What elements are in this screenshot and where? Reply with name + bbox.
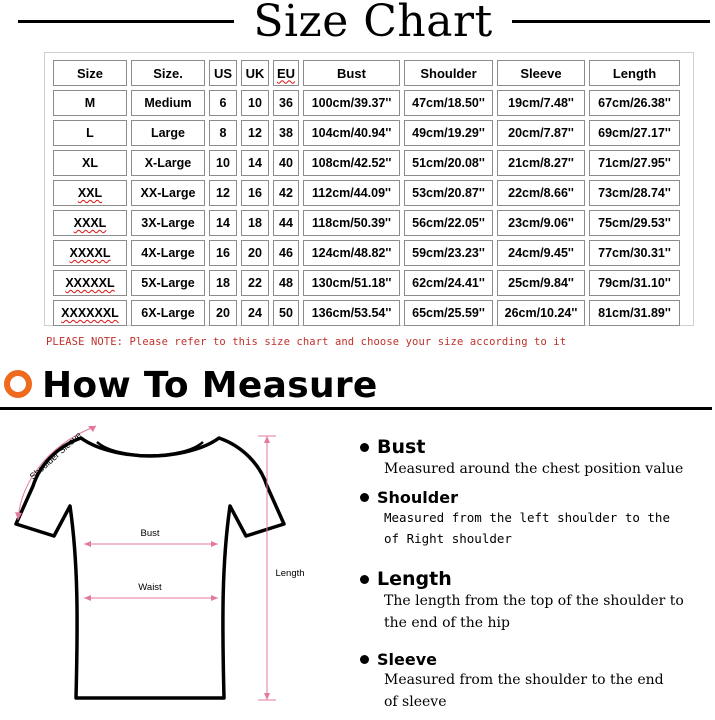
how-to-measure-header (0, 362, 715, 418)
table-row (53, 210, 680, 236)
cell-uk: 18 (241, 210, 269, 236)
shoulder-text-line: of Right shoulder (384, 531, 512, 546)
cell-size-name: Large (131, 120, 205, 146)
header-sleeve: Sleeve (497, 60, 585, 86)
table-row (53, 150, 680, 176)
orange-ring-icon (4, 370, 32, 398)
cell-size-name: X-Large (131, 150, 205, 176)
cell-bust: 124cm/48.82'' (303, 240, 400, 266)
cell-size-name: 6X-Large (131, 300, 205, 326)
header-length: Length (589, 60, 680, 86)
length-description (360, 568, 684, 634)
cell-eu: 36 (273, 90, 299, 116)
cell-us: 14 (209, 210, 237, 236)
shoulder-text-line: Measured from the left shoulder to the (384, 510, 670, 525)
cell-size: XXXL (53, 210, 127, 236)
cell-length: 81cm/31.89'' (589, 300, 680, 326)
bust-title: Bust (377, 436, 426, 458)
cell-shoulder: 51cm/20.08'' (404, 150, 493, 176)
section-rule (0, 407, 712, 410)
arrowhead (264, 693, 270, 700)
cell-size-name: XX-Large (131, 180, 205, 206)
cell-size: XXL (53, 180, 127, 206)
bullet-icon (360, 655, 369, 664)
cell-uk: 22 (241, 270, 269, 296)
cell-shoulder: 56cm/22.05'' (404, 210, 493, 236)
cell-sleeve: 26cm/10.24'' (497, 300, 585, 326)
title-rule-right (512, 20, 710, 23)
size-chart-title: Size Chart (253, 0, 493, 47)
bust-description (360, 436, 683, 480)
cell-us: 16 (209, 240, 237, 266)
sleeve-description (360, 650, 664, 713)
cell-size: XXXXXL (53, 270, 127, 296)
cell-sleeve: 25cm/9.84'' (497, 270, 585, 296)
cell-size: XL (53, 150, 127, 176)
cell-size: XXXXXXL (53, 300, 127, 326)
cell-uk: 14 (241, 150, 269, 176)
cell-uk: 20 (241, 240, 269, 266)
cell-size-name: 3X-Large (131, 210, 205, 236)
bust-text-line: Measured around the chest position value (384, 461, 684, 477)
cell-size-name: Medium (131, 90, 205, 116)
header-eu: EU (273, 60, 299, 86)
cell-length: 77cm/30.31'' (589, 240, 680, 266)
shoulder-sleeve-label: Shoulder Sleeve (27, 429, 84, 482)
size-note: PLEASE NOTE: Please refer to this size chart and choose your size according to it (46, 336, 567, 348)
cell-sleeve: 24cm/9.45'' (497, 240, 585, 266)
cell-sleeve: 23cm/9.06'' (497, 210, 585, 236)
size-table (49, 56, 684, 330)
length-label: Length (275, 568, 305, 579)
table-row (53, 240, 680, 266)
cell-shoulder: 49cm/19.29'' (404, 120, 493, 146)
cell-shoulder: 62cm/24.41'' (404, 270, 493, 296)
header-size: Size (53, 60, 127, 86)
cell-uk: 10 (241, 90, 269, 116)
cell-sleeve: 19cm/7.48'' (497, 90, 585, 116)
cell-length: 69cm/27.17'' (589, 120, 680, 146)
cell-uk: 12 (241, 120, 269, 146)
table-row (53, 300, 680, 326)
bullet-icon (360, 575, 369, 584)
cell-shoulder: 65cm/25.59'' (404, 300, 493, 326)
cell-us: 6 (209, 90, 237, 116)
sleeve-title: Sleeve (377, 650, 437, 669)
table-row (53, 180, 680, 206)
length-title: Length (377, 568, 452, 590)
cell-sleeve: 20cm/7.87'' (497, 120, 585, 146)
cell-bust: 108cm/42.52'' (303, 150, 400, 176)
cell-length: 79cm/31.10'' (589, 270, 680, 296)
how-to-measure-title: How To Measure (42, 365, 378, 406)
cell-length: 73cm/28.74'' (589, 180, 680, 206)
cell-us: 18 (209, 270, 237, 296)
length-text-line: the end of the hip (384, 615, 510, 631)
cell-bust: 104cm/40.94'' (303, 120, 400, 146)
cell-size-name: 5X-Large (131, 270, 205, 296)
cell-bust: 136cm/53.54'' (303, 300, 400, 326)
tshirt-diagram (0, 412, 330, 720)
title-rule-left (18, 20, 234, 23)
header-shoulder: Shoulder (404, 60, 493, 86)
size-chart-header (0, 0, 715, 52)
sleeve-text-line: of sleeve (384, 694, 447, 710)
table-row (53, 270, 680, 296)
cell-uk: 16 (241, 180, 269, 206)
cell-length: 67cm/26.38'' (589, 90, 680, 116)
cell-bust: 118cm/50.39'' (303, 210, 400, 236)
sleeve-text-line: Measured from the shoulder to the end (384, 672, 664, 688)
shoulder-title: Shoulder (377, 488, 458, 507)
table-row (53, 120, 680, 146)
cell-bust: 112cm/44.09'' (303, 180, 400, 206)
shoulder-description (360, 488, 670, 549)
cell-bust: 130cm/51.18'' (303, 270, 400, 296)
waist-label: Waist (138, 582, 162, 593)
bullet-icon (360, 443, 369, 452)
cell-sleeve: 22cm/8.66'' (497, 180, 585, 206)
header-bust: Bust (303, 60, 400, 86)
cell-shoulder: 47cm/18.50'' (404, 90, 493, 116)
cell-eu: 42 (273, 180, 299, 206)
cell-sleeve: 21cm/8.27'' (497, 150, 585, 176)
cell-eu: 44 (273, 210, 299, 236)
cell-shoulder: 59cm/23.23'' (404, 240, 493, 266)
tshirt-outline (16, 438, 284, 698)
cell-length: 71cm/27.95'' (589, 150, 680, 176)
cell-eu: 38 (273, 120, 299, 146)
cell-eu: 40 (273, 150, 299, 176)
cell-us: 8 (209, 120, 237, 146)
table-header-row (53, 60, 680, 86)
cell-shoulder: 53cm/20.87'' (404, 180, 493, 206)
header-size-name: Size. (131, 60, 205, 86)
cell-us: 12 (209, 180, 237, 206)
size-table-frame (44, 52, 694, 326)
table-row (53, 90, 680, 116)
arrowhead (264, 436, 270, 443)
cell-bust: 100cm/39.37'' (303, 90, 400, 116)
length-text-line: The length from the top of the shoulder to (384, 593, 684, 609)
cell-size: XXXXL (53, 240, 127, 266)
cell-uk: 24 (241, 300, 269, 326)
bust-label: Bust (140, 528, 160, 539)
cell-size-name: 4X-Large (131, 240, 205, 266)
header-uk: UK (241, 60, 269, 86)
cell-eu: 50 (273, 300, 299, 326)
bullet-icon (360, 493, 369, 502)
cell-eu: 46 (273, 240, 299, 266)
cell-eu: 48 (273, 270, 299, 296)
cell-us: 20 (209, 300, 237, 326)
cell-size: M (53, 90, 127, 116)
cell-us: 10 (209, 150, 237, 176)
cell-size: L (53, 120, 127, 146)
cell-length: 75cm/29.53'' (589, 210, 680, 236)
header-us: US (209, 60, 237, 86)
